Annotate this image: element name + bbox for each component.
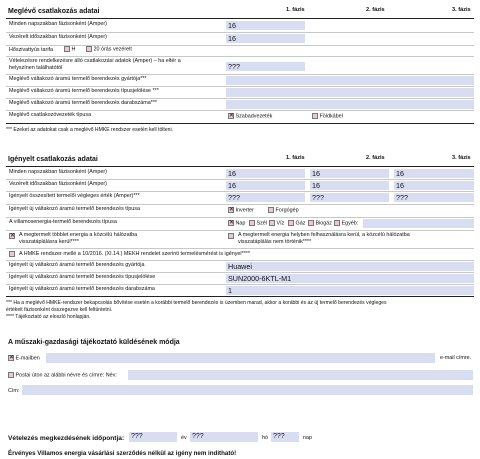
- requested-row-count: [6, 284, 474, 297]
- email-address-suffix: e-mail címre.: [440, 355, 472, 361]
- rotary-checkbox[interactable]: [268, 207, 274, 213]
- requested-phase-2: 2. fázis: [366, 155, 385, 161]
- existing-count-input[interactable]: [226, 100, 474, 109]
- requested-ctrl-phase-3-input[interactable]: 16: [394, 181, 474, 190]
- decree-checkbox[interactable]: [9, 251, 15, 257]
- row-label: Vezérelt időszakban fázisonként (Amper): [9, 34, 107, 40]
- other-checkbox[interactable]: [334, 220, 340, 226]
- existing-model-input[interactable]: [226, 88, 474, 97]
- overhead-checkbox[interactable]: [228, 113, 234, 119]
- post-name-input[interactable]: [128, 370, 473, 380]
- requested-total-3-input[interactable]: ???: [394, 193, 474, 202]
- sun-label: Nap: [235, 220, 246, 227]
- requested-ctrl-phase-2-input[interactable]: 16: [310, 181, 389, 190]
- requested-header: [6, 152, 474, 167]
- existing-header: [6, 4, 474, 19]
- requested-min-phase-1-input[interactable]: 16: [226, 169, 305, 178]
- existing-row-min-phase: [6, 19, 474, 33]
- row-label: Minden napszakban fázisonként (Amper): [9, 169, 107, 175]
- deadline-day-unit: nap: [303, 435, 312, 441]
- deadline-year-unit: év: [181, 435, 187, 441]
- self-use-checkbox[interactable]: [228, 233, 234, 239]
- tariff-h-checkbox[interactable]: [64, 46, 70, 52]
- tariff-20-checkbox[interactable]: [86, 46, 92, 52]
- inverter-label: Inverter: [235, 207, 254, 214]
- requested-footnote-1: *** Ha a meglévő HMKE-rendszer bekapcsolás bővítése esetén a korábbi termelő berendezés is üzemben marad, akkor a korábbi és az új termelő berendezés végleges: [6, 300, 387, 306]
- overhead-label: Szabadvezeték: [235, 113, 273, 120]
- row-label: Igényelt összesített termelői végleges érték (Amper)***: [9, 193, 140, 199]
- deadline-month-input[interactable]: ???: [190, 432, 258, 442]
- row-label: Igényelt új váltakozó áramú termelő berendezés gyártója: [9, 262, 145, 268]
- feed-in-label: A megtermelt többlet energia a közcélú hálózatba: [19, 232, 138, 238]
- tariff-h-label: H: [71, 46, 76, 53]
- requested-ctrl-phase-1-input[interactable]: 16: [226, 181, 305, 190]
- row-label: Meglévő csatlakozóvezeték típusa: [9, 112, 92, 118]
- feed-in-label-2: visszatáplálásra kerül****: [19, 239, 79, 245]
- cable-checkbox[interactable]: [312, 113, 318, 119]
- row-label: A villamosenergia-termelő berendezés típusa: [9, 219, 117, 225]
- existing-footnote: *** Ezeket az adatokat csak a meglévő HMKE rendszer esetén kell tölteni.: [6, 127, 174, 133]
- requested-phase-3: 3. fázis: [452, 155, 471, 161]
- email-label: E-mailben: [15, 355, 40, 362]
- deadline-day-input[interactable]: ???: [271, 432, 299, 442]
- requested-section-title: Igényelt csatlakozás adatai: [8, 156, 98, 163]
- gas-checkbox[interactable]: [288, 220, 294, 226]
- footer-warning: Érvényes Villamos energia vásárlási szerződés nélkül az igény nem indítható!: [8, 450, 237, 457]
- row-label: Igényelt új váltakozó áramú termelő berendezés darabszáma: [9, 286, 155, 292]
- deadline-year-input[interactable]: ???: [129, 432, 177, 442]
- decree-label: A HMKE rendszer mellé a 10/2016. (XI.14.) MEKH rendelet szerinti termelésmérést is igényel****: [19, 251, 250, 257]
- water-label: Víz: [276, 220, 285, 227]
- row-label: Meglévő váltakozó áramú termelő berendezés típusjelölése ***: [9, 88, 159, 94]
- other-energy-input[interactable]: [363, 219, 474, 228]
- cable-label: Földkábel: [319, 113, 343, 120]
- existing-ctrl-phase-1-input[interactable]: 16: [226, 34, 305, 43]
- post-address-input[interactable]: [22, 385, 473, 395]
- biogas-label: Biogáz: [315, 220, 332, 227]
- requested-min-phase-3-input[interactable]: 16: [394, 169, 474, 178]
- requested-manufacturer-input[interactable]: Huawei: [226, 262, 474, 271]
- existing-phase-3: 3. fázis: [452, 7, 471, 13]
- row-label: Meglévő váltakozó áramú termelő berendezés gyártója***: [9, 76, 147, 82]
- tariff-20-label: 20 órás vezérelt: [93, 46, 132, 53]
- wind-label: Szél: [256, 220, 267, 227]
- requested-total-2-input[interactable]: ???: [310, 193, 389, 202]
- row-label-2: helyszínen találhatótól: [9, 65, 63, 71]
- row-label: Minden napszakban fázisonként (Amper): [9, 21, 107, 27]
- sun-checkbox[interactable]: [228, 220, 234, 226]
- self-use-label-2: visszatáplálás nem történik****: [238, 239, 312, 245]
- self-use-label: A megtermelt energia helyben felhasználásra kerül, a közcélú hálózatba: [238, 232, 410, 238]
- inverter-checkbox[interactable]: [228, 207, 234, 213]
- water-checkbox[interactable]: [269, 220, 275, 226]
- feed-in-checkbox[interactable]: [9, 233, 15, 239]
- existing-contract-1-input[interactable]: ???: [226, 62, 305, 71]
- requested-min-phase-2-input[interactable]: 16: [310, 169, 389, 178]
- requested-footnote-3: **** Tájékoztató az eloszló honlapján.: [6, 314, 91, 320]
- requested-phase-1: 1. fázis: [286, 155, 305, 161]
- wind-checkbox[interactable]: [249, 220, 255, 226]
- requested-row-energy-type: [6, 217, 474, 231]
- existing-row-line-type: [6, 110, 474, 124]
- deadline-label: Vételezés megkezdésének időpontja:: [8, 435, 125, 442]
- existing-phase-1: 1. fázis: [286, 7, 305, 13]
- other-label: Egyéb:: [341, 220, 359, 227]
- row-label: Igényelt új váltakozó áramú termelő berendezés típusjelölése: [9, 274, 156, 280]
- email-checkbox[interactable]: [8, 355, 14, 361]
- existing-manufacturer-input[interactable]: [226, 76, 474, 85]
- existing-section-title: Meglévő csatlakozás adatai: [8, 8, 100, 15]
- requested-footnote-2: értékeit fázisonként összegezve kell feltüntetni.: [6, 307, 113, 313]
- existing-phase-2: 2. fázis: [366, 7, 385, 13]
- email-address-input[interactable]: [46, 353, 435, 363]
- gas-label: Gáz: [295, 220, 306, 227]
- requested-row-total: [6, 191, 474, 205]
- requested-count-input[interactable]: 1: [226, 286, 474, 295]
- row-label: Vételezésre rendelkezésre álló csatlakozási adatok (Amper) – ha eltér a: [9, 58, 181, 64]
- post-checkbox[interactable]: [8, 372, 14, 378]
- row-label: Igényelt új váltakozó áramú termelő berendezés típusa: [9, 206, 140, 212]
- existing-row-contract: [6, 56, 474, 75]
- address-label: Cím:: [8, 388, 20, 394]
- requested-row-gen-type: [6, 204, 474, 218]
- biogas-checkbox[interactable]: [308, 220, 314, 226]
- rotary-label: Forgógép: [275, 207, 299, 214]
- row-label: Hőszivattyús tarifa: [9, 47, 54, 53]
- row-label: Vezérelt időszakban fázisonként (Amper): [9, 181, 107, 187]
- deadline-month-unit: hó: [262, 435, 268, 441]
- post-label: Postai úton az alábbi névre és címre: Név:: [15, 372, 117, 379]
- existing-row-ctrl-phase: [6, 32, 474, 46]
- requested-model-input[interactable]: SUN2000-6KTL-M1: [226, 274, 474, 283]
- requested-total-1-input[interactable]: ???: [226, 193, 305, 202]
- existing-min-phase-1-input[interactable]: 16: [226, 21, 305, 30]
- requested-row-feed: [6, 230, 474, 249]
- row-label: Meglévő váltakozó áramú termelő berendezés darabszáma***: [9, 100, 158, 106]
- notify-section-title: A műszaki-gazdasági tájékoztató küldésének módja: [8, 339, 180, 346]
